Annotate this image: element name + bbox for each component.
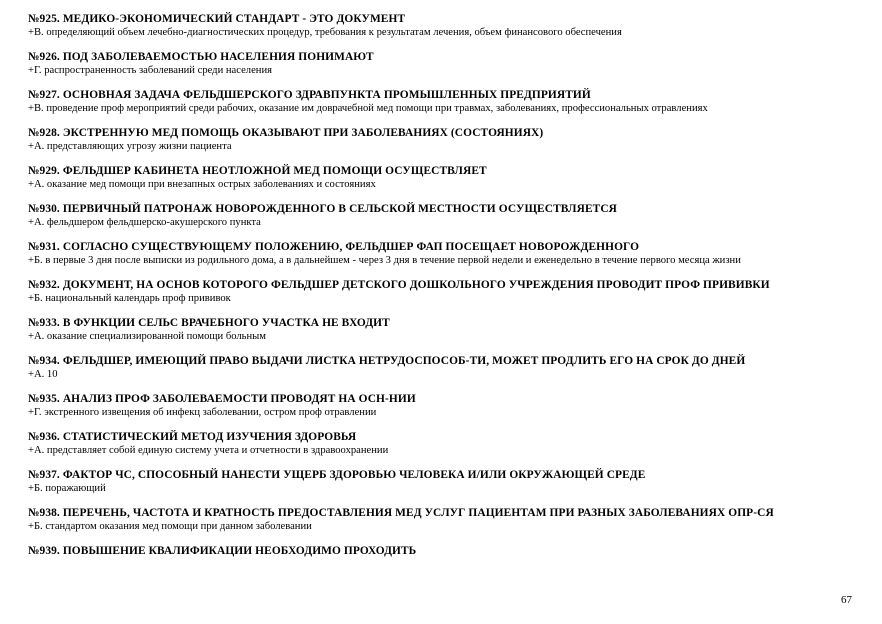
question-item <box>28 392 868 419</box>
answer-text: +В. определяющий объем лечебно-диагностических процедур, требования к результатам лечения, объем финансового обеспечения <box>28 27 622 38</box>
question-text: №938. ПЕРЕЧЕНЬ, ЧАСТОТА И КРАТНОСТЬ ПРЕДОСТАВЛЕНИЯ МЕД УСЛУГ ПАЦИЕНТАМ ПРИ РАЗНЫХ ЗАБОЛЕВАНИЯХ ОПР-СЯ <box>28 507 774 519</box>
question-text: №927. ОСНОВНАЯ ЗАДАЧА ФЕЛЬДШЕРСКОГО ЗДРАВПУНКТА ПРОМЫШЛЕННЫХ ПРЕДПРИЯТИЙ <box>28 89 591 101</box>
question-text: №937. ФАКТОР ЧС, СПОСОБНЫЙ НАНЕСТИ УЩЕРБ ЗДОРОВЬЮ ЧЕЛОВЕКА И/ИЛИ ОКРУЖАЮЩЕЙ СРЕДЕ <box>28 469 646 481</box>
answer-text: +А. оказание специализированной помощи больным <box>28 331 267 342</box>
answer-text: +А. фельдшером фельдшерско-акушерского пункта <box>28 217 261 228</box>
question-text: №928. ЭКСТРЕННУЮ МЕД ПОМОЩЬ ОКАЗЫВАЮТ ПРИ ЗАБОЛЕВАНИЯХ (СОСТОЯНИЯХ) <box>28 127 544 139</box>
question-text: №926. ПОД ЗАБОЛЕВАЕМОСТЬЮ НАСЕЛЕНИЯ ПОНИМАЮТ <box>28 51 374 63</box>
question-item <box>28 316 868 343</box>
question-text: №934. ФЕЛЬДШЕР, ИМЕЮЩИЙ ПРАВО ВЫДАЧИ ЛИСТКА НЕТРУДОСПОСОБ-ТИ, МОЖЕТ ПРОДЛИТЬ ЕГО НА СРОК ДО ДНЕЙ <box>28 355 746 367</box>
question-item <box>28 278 868 305</box>
answer-text: +Г. экстренного извещения об инфекц заболевании, остром проф отравлении <box>28 407 377 418</box>
question-text: №933. В ФУНКЦИИ СЕЛЬС ВРАЧЕБНОГО УЧАСТКА НЕ ВХОДИТ <box>28 317 390 329</box>
question-text: №939. ПОВЫШЕНИЕ КВАЛИФИКАЦИИ НЕОБХОДИМО ПРОХОДИТЬ <box>28 545 417 557</box>
question-item <box>28 126 868 153</box>
document-body <box>28 12 868 569</box>
question-item <box>28 240 868 267</box>
question-text: №931. СОГЛАСНО СУЩЕСТВУЮЩЕМУ ПОЛОЖЕНИЮ, ФЕЛЬДШЕР ФАП ПОСЕЩАЕТ НОВОРОЖДЕННОГО <box>28 241 640 253</box>
question-item <box>28 468 868 495</box>
answer-text: +А. 10 <box>28 369 58 380</box>
question-text: №932. ДОКУМЕНТ, НА ОСНОВ КОТОРОГО ФЕЛЬДШЕР ДЕТСКОГО ДОШКОЛЬНОГО УЧРЕЖДЕНИЯ ПРОВОДИТ ПРОФ ПРИВИВКИ <box>28 279 770 291</box>
answer-text: +Б. в первые 3 дня после выписки из родильного дома, а в дальнейшем - через 3 дня в течение первой недели и еженедельно в течение первого месяца жизни <box>28 255 741 266</box>
question-item <box>28 12 868 39</box>
answer-text: +А. представляющих угрозу жизни пациента <box>28 141 232 152</box>
question-item <box>28 430 868 457</box>
answer-text: +А. представляет собой единую систему учета и отчетности в здравоохранении <box>28 445 389 456</box>
question-item <box>28 354 868 381</box>
answer-text: +Б. поражающий <box>28 483 106 494</box>
answer-text: +Б. национальный календарь проф прививок <box>28 293 231 304</box>
question-text: №929. ФЕЛЬДШЕР КАБИНЕТА НЕОТЛОЖНОЙ МЕД ПОМОЩИ ОСУЩЕСТВЛЯЕТ <box>28 165 487 177</box>
question-item <box>28 544 868 558</box>
answer-text: +Г. распространенность заболеваний среди населения <box>28 65 272 76</box>
answer-text: +В. проведение проф мероприятий среди рабочих, оказание им доврачебной мед помощи при травмах, заболеваниях, профессиональных отравлениях <box>28 103 708 114</box>
question-text: №936. СТАТИСТИЧЕСКИЙ МЕТОД ИЗУЧЕНИЯ ЗДОРОВЬЯ <box>28 431 357 443</box>
answer-text: +Б. стандартом оказания мед помощи при данном заболевании <box>28 521 312 532</box>
page-number: 67 <box>841 594 852 606</box>
question-item <box>28 88 868 115</box>
question-item <box>28 50 868 77</box>
question-item <box>28 202 868 229</box>
question-text: №935. АНАЛИЗ ПРОФ ЗАБОЛЕВАЕМОСТИ ПРОВОДЯТ НА ОСН-НИИ <box>28 393 416 405</box>
answer-text: +А. оказание мед помощи при внезапных острых заболеваниях и состояниях <box>28 179 376 190</box>
question-text: №925. МЕДИКО-ЭКОНОМИЧЕСКИЙ СТАНДАРТ - ЭТО ДОКУМЕНТ <box>28 13 406 25</box>
question-item <box>28 506 868 533</box>
question-text: №930. ПЕРВИЧНЫЙ ПАТРОНАЖ НОВОРОЖДЕННОГО В СЕЛЬСКОЙ МЕСТНОСТИ ОСУЩЕСТВЛЯЕТСЯ <box>28 203 618 215</box>
question-item <box>28 164 868 191</box>
